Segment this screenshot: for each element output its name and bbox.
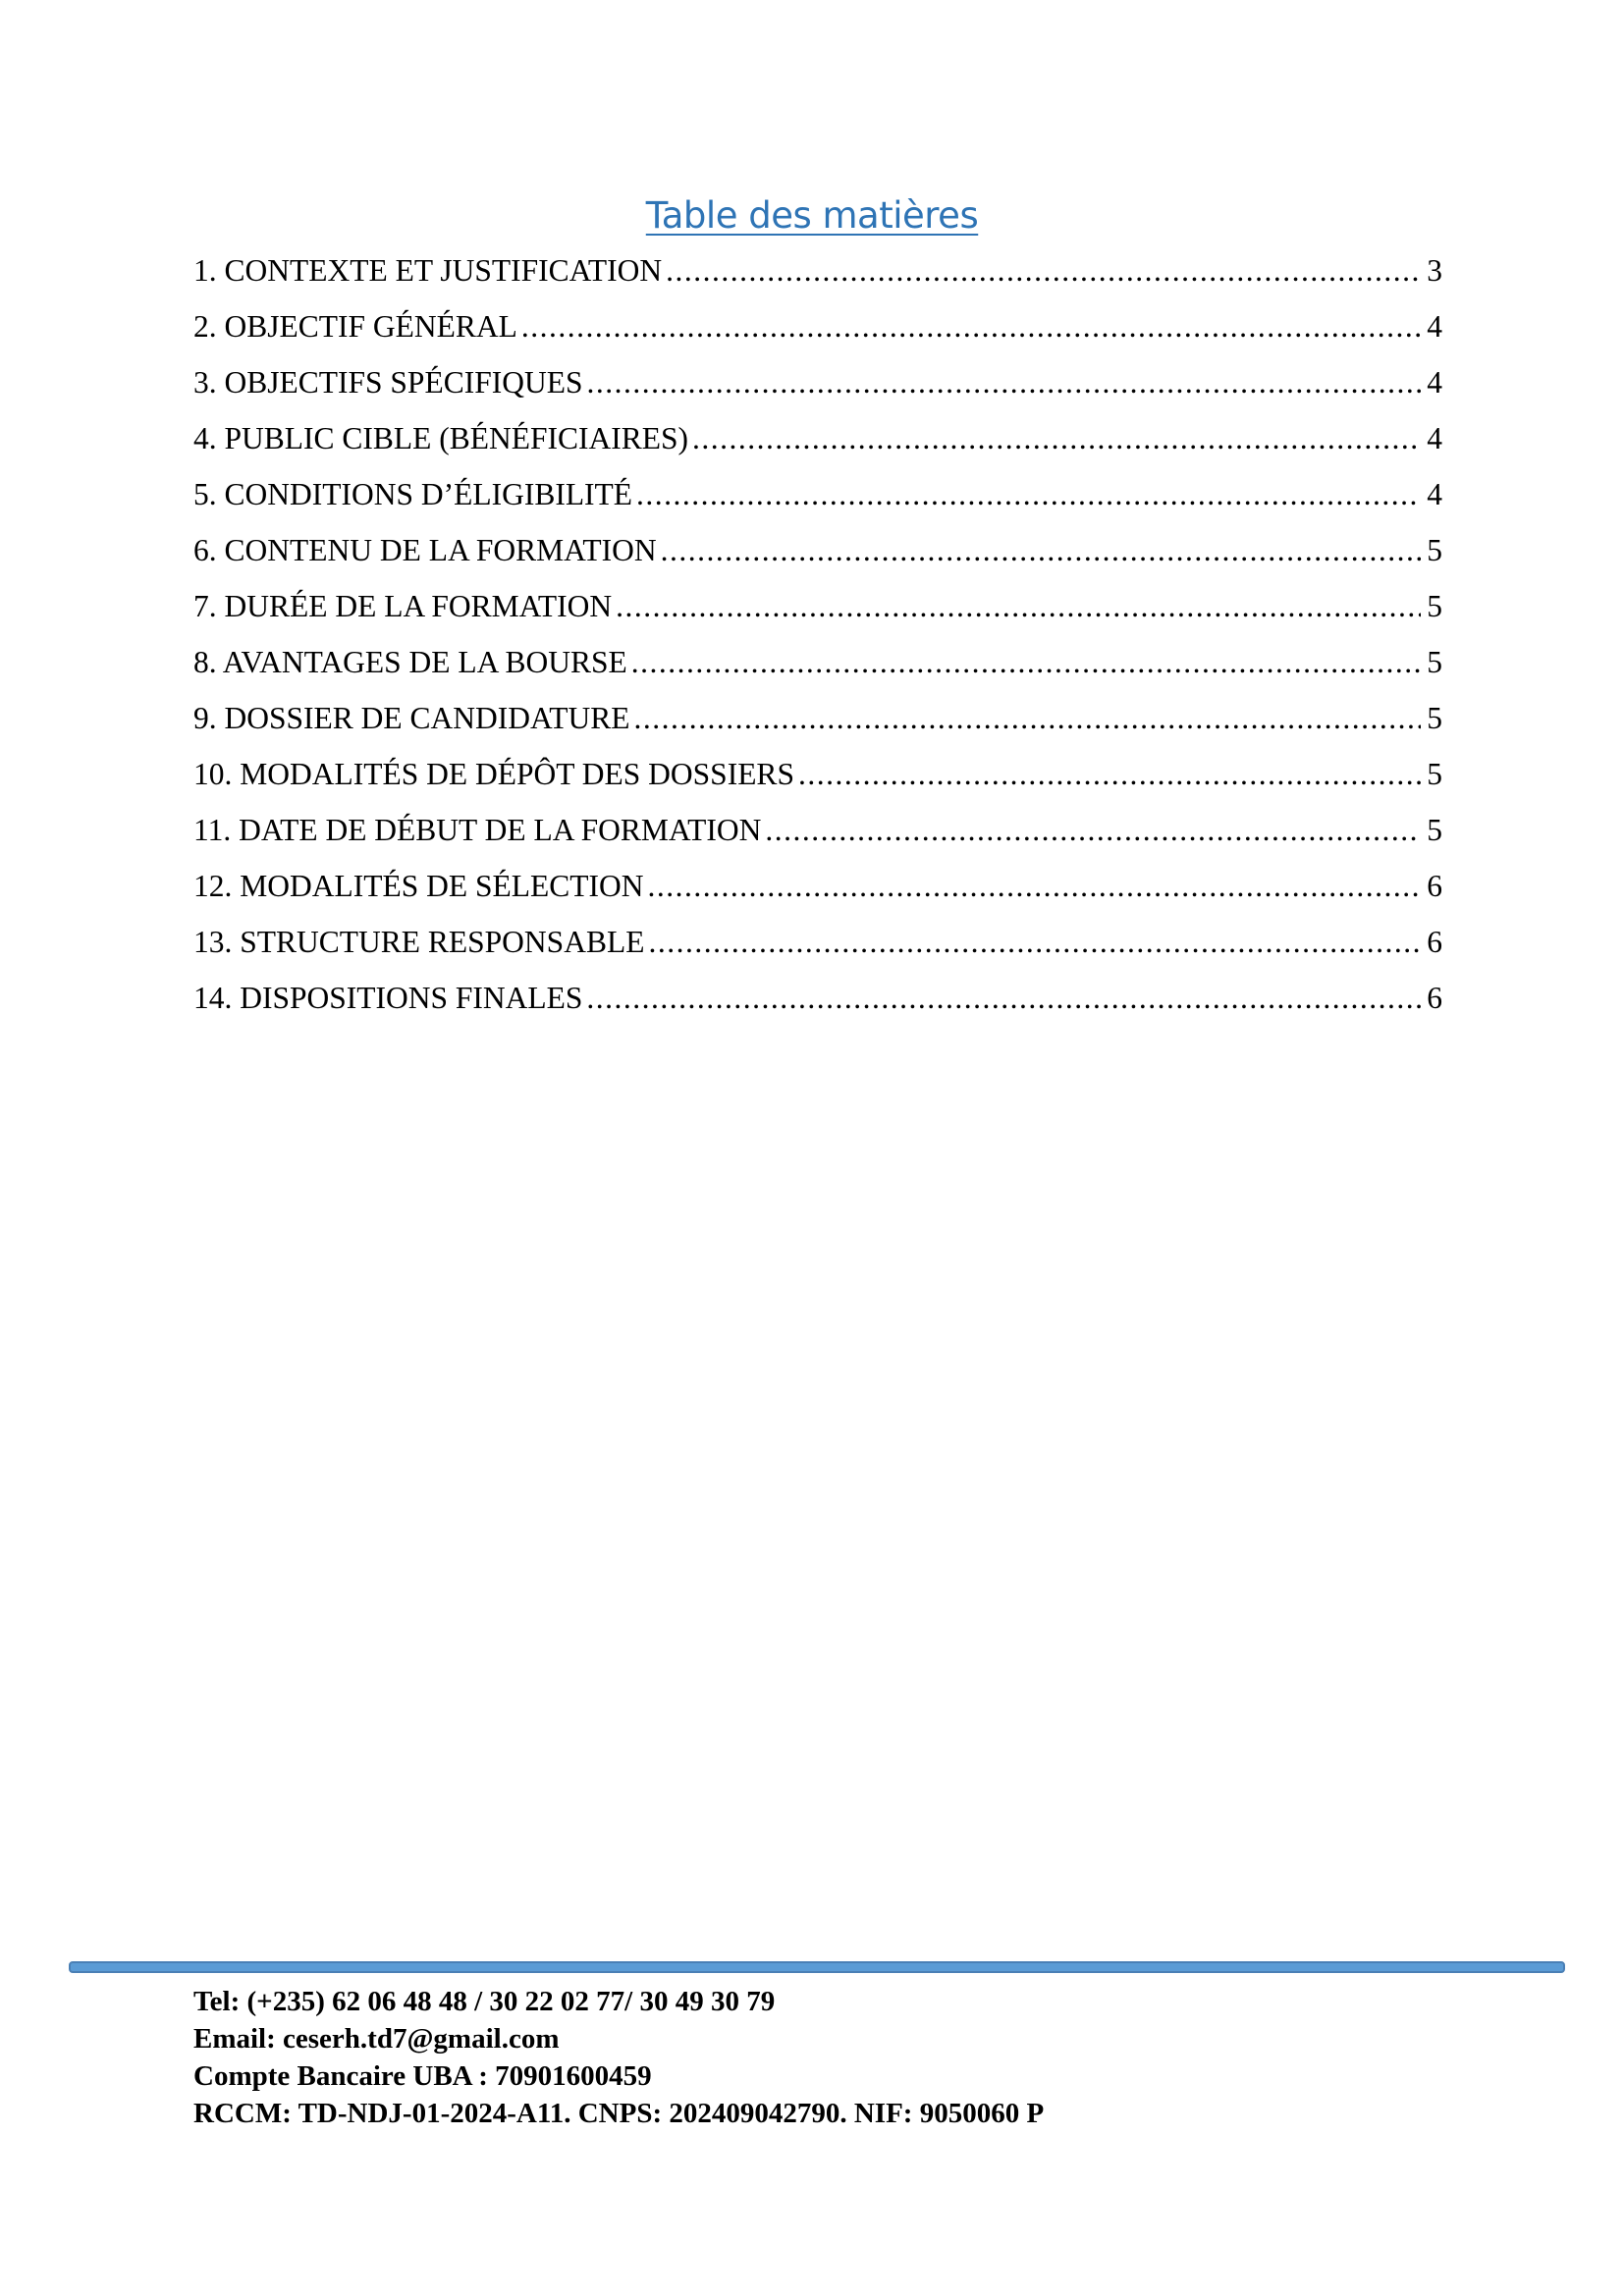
toc-entry-page: 3 xyxy=(1427,253,1442,288)
toc-entry-label: 14. DISPOSITIONS FINALES xyxy=(193,981,583,1015)
toc-entry[interactable] xyxy=(193,419,1442,475)
toc-entry-page: 5 xyxy=(1427,813,1442,847)
toc-entry-page: 5 xyxy=(1427,589,1442,623)
toc-dot-leader xyxy=(616,587,1421,626)
toc-entry[interactable] xyxy=(193,923,1442,979)
toc-list xyxy=(193,251,1442,1035)
toc-entry-page: 5 xyxy=(1427,533,1442,567)
toc-entry-label: 7. DURÉE DE LA FORMATION xyxy=(193,589,613,623)
footer-phone: Tel: (+235) 62 06 48 48 / 30 22 02 77/ 30 49 30 79 xyxy=(193,1986,776,2017)
footer-bank-account: Compte Bancaire UBA : 70901600459 xyxy=(193,2060,652,2092)
toc-entry-page: 6 xyxy=(1427,869,1442,903)
toc-entry-page: 6 xyxy=(1427,925,1442,959)
toc-entry[interactable] xyxy=(193,307,1442,363)
toc-dot-leader xyxy=(661,531,1422,570)
toc-entry[interactable] xyxy=(193,699,1442,755)
toc-entry-label: 2. OBJECTIF GÉNÉRAL xyxy=(193,309,517,344)
toc-entry-page: 5 xyxy=(1427,701,1442,735)
toc-dot-leader xyxy=(631,643,1421,682)
toc-entry[interactable] xyxy=(193,587,1442,643)
toc-entry-label: 11. DATE DE DÉBUT DE LA FORMATION xyxy=(193,813,762,847)
toc-entry-label: 1. CONTEXTE ET JUSTIFICATION xyxy=(193,253,663,288)
footer-registration: RCCM: TD-NDJ-01-2024-A11. CNPS: 202409042790. NIF: 9050060 P xyxy=(193,2098,1045,2129)
toc-entry-page: 6 xyxy=(1427,981,1442,1015)
toc-entry-label: 10. MODALITÉS DE DÉPÔT DES DOSSIERS xyxy=(193,757,794,791)
toc-entry[interactable] xyxy=(193,363,1442,419)
toc-entry[interactable] xyxy=(193,475,1442,531)
toc-entry[interactable] xyxy=(193,531,1442,587)
toc-entry-label: 5. CONDITIONS D’ÉLIGIBILITÉ xyxy=(193,477,633,511)
toc-entry-page: 5 xyxy=(1427,645,1442,679)
toc-entry-page: 4 xyxy=(1427,365,1442,400)
footer-contact-block xyxy=(193,1983,1470,2132)
toc-dot-leader xyxy=(798,755,1421,794)
toc-dot-leader xyxy=(586,979,1421,1018)
toc-entry[interactable] xyxy=(193,867,1442,923)
toc-entry-label: 9. DOSSIER DE CANDIDATURE xyxy=(193,701,630,735)
toc-entry-label: 3. OBJECTIFS SPÉCIFIQUES xyxy=(193,365,583,400)
toc-entry[interactable] xyxy=(193,811,1442,867)
toc-entry-page: 4 xyxy=(1427,309,1442,344)
toc-entry-page: 4 xyxy=(1427,477,1442,511)
footer-divider xyxy=(69,1961,1565,1973)
toc-entry[interactable] xyxy=(193,755,1442,811)
toc-entry[interactable] xyxy=(193,979,1442,1035)
toc-entry-label: 8. AVANTAGES DE LA BOURSE xyxy=(193,645,627,679)
toc-entry-label: 6. CONTENU DE LA FORMATION xyxy=(193,533,657,567)
toc-dot-leader xyxy=(636,475,1421,514)
toc-entry-label: 12. MODALITÉS DE SÉLECTION xyxy=(193,869,644,903)
toc-dot-leader xyxy=(634,699,1422,738)
toc-dot-leader xyxy=(765,811,1421,850)
toc-dot-leader xyxy=(692,419,1421,458)
footer-email: Email: ceserh.td7@gmail.com xyxy=(193,2023,560,2055)
toc-entry[interactable] xyxy=(193,251,1442,307)
toc-dot-leader xyxy=(647,867,1421,906)
toc-entry-page: 5 xyxy=(1427,757,1442,791)
toc-title: Table des matières xyxy=(645,194,979,237)
toc-entry-page: 4 xyxy=(1427,421,1442,455)
toc-dot-leader xyxy=(586,363,1421,402)
toc-dot-leader xyxy=(521,307,1421,347)
toc-entry[interactable] xyxy=(193,643,1442,699)
toc-entry-label: 4. PUBLIC CIBLE (BÉNÉFICIAIRES) xyxy=(193,421,688,455)
toc-dot-leader xyxy=(666,251,1421,291)
toc-entry-label: 13. STRUCTURE RESPONSABLE xyxy=(193,925,645,959)
toc-dot-leader xyxy=(648,923,1421,962)
